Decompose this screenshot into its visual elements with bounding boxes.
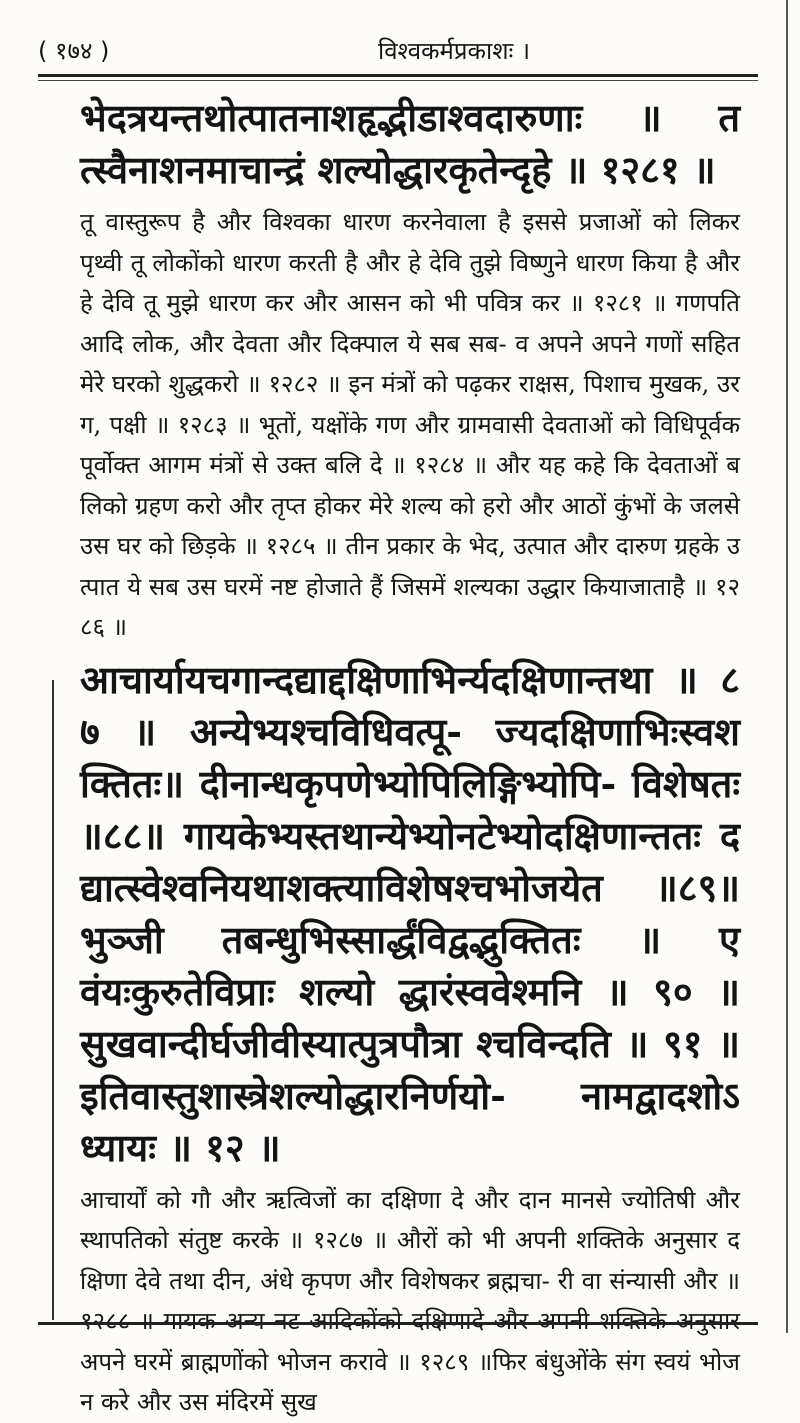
hindi-commentary-block: तू वास्तुरूप है और विश्वका धारण करनेवाला है इससे प्रजाओं को लिकर पृथ्वी तू लोकोंको धारण करती है और हे देवि तुझे विष्णुने धारण किया है और हे देवि तू मुझे धारण कर और आसन को भी पवित्र कर ॥ १२८१ ॥ गणपति आदि लोक, और देवता और दिक्पाल ये सब सब- व अपने अपने गणों सहित मेरे घरको शुद्धकरो ॥ १२८२ ॥ इन मंत्रों को पढ़कर राक्षस, पिशाच मुखक, उरग, पक्षी ॥ १२८३ ॥ भूतों, यक्षोंके गण और ग्रामवासी देवताओं को विधिपूर्वक पूर्वोक्त आगम मंत्रों से उक्त बलि दे ॥ १२८४ ॥ और यह कहे कि देवताओं बलिको ग्रहण करो और तृप्त होकर मेरे शल्य को हरो और आठों कुंभों के जलसे उस घर को छिड़के ॥ १२८५ ॥ तीन प्रकार के भेद, उत्पात और दारुण ग्रहके उत्पात ये सब उस घरमें नष्ट होजाते हैं जिसमें शल्यका उद्धार कियाजाताहै ॥ १२८६ ॥	[80, 208, 740, 641]
binding-edge-line	[52, 680, 54, 1320]
header-rule-thin	[38, 80, 758, 81]
page-body	[80, 92, 740, 1423]
running-title: विश्वकर्मप्रकाशः ।	[378, 37, 531, 65]
footer-rule	[38, 1322, 758, 1325]
page-header	[38, 34, 758, 74]
sanskrit-verse-block: भेदत्रयन्तथोत्पातनाशहृद्भीडाश्वदारुणाः ॥ तत्स्वैनाशनमाचान्द्रं शल्योद्धारकृतेन्दृहे ॥ १२८१ ॥	[80, 95, 740, 192]
page-edge-line	[786, 0, 788, 1333]
page-number: ( १७४ )	[38, 37, 110, 65]
hindi-commentary-block: आचार्यों को गौ और ऋत्विजों का दक्षिणा दे और दान मानसे ज्योतिषी और स्थापतिको संतुष्ट करके ॥ १२८७ ॥ औरों को भी अपनी शक्तिके अनुसार दक्षिणा देवे तथा दीन, अंधे कृपण और विशेषकर ब्रह्मचा- री वा संन्यासी और ॥ १२८८ ॥ गायक अन्य नट आदिकोंको दक्षिणादे और अपनी शक्तिके अनुसार अपने घरमें ब्राह्मणोंको भोजन करावे ॥ १२८९ ॥फिर बंधुओंके संग स्वयं भोजन करे और उस मंदिरमें सुख	[80, 1185, 740, 1416]
header-rule	[38, 74, 758, 77]
sanskrit-verse-block: आचार्यायचगान्दद्याद्दक्षिणाभिर्न्यदक्षिणान्तथा ॥ ८७ ॥ अन्येभ्यश्चविधिवत्पू- ज्यदक्षिणाभिःस्वशक्तितः॥ दीनान्धकृपणेभ्योपिलिङ्गिभ्योपि- विशेषतः ॥८८॥ गायकेभ्यस्तथान्येभ्योनटेभ्योदक्षिणान्ततः दद्यात्स्वेश्वनियथाशक्त्याविशेषश्चभोजयेत ॥८९॥ भुञ्जी तबन्धुभिस्सार्द्धंविद्वद्भुक्तितः ॥ एवंयःकुरुतेविप्राः शल्यो द्धारंस्ववेश्मनि ॥ ९० ॥ सुखवान्दीर्घजीवीस्यात्पुत्रपौत्रा श्चविन्दति ॥ ९१ ॥ इतिवास्तुशास्त्रेशल्योद्धारनिर्णयो- नामद्वादशोऽध्यायः ॥ १२ ॥	[80, 656, 740, 1170]
